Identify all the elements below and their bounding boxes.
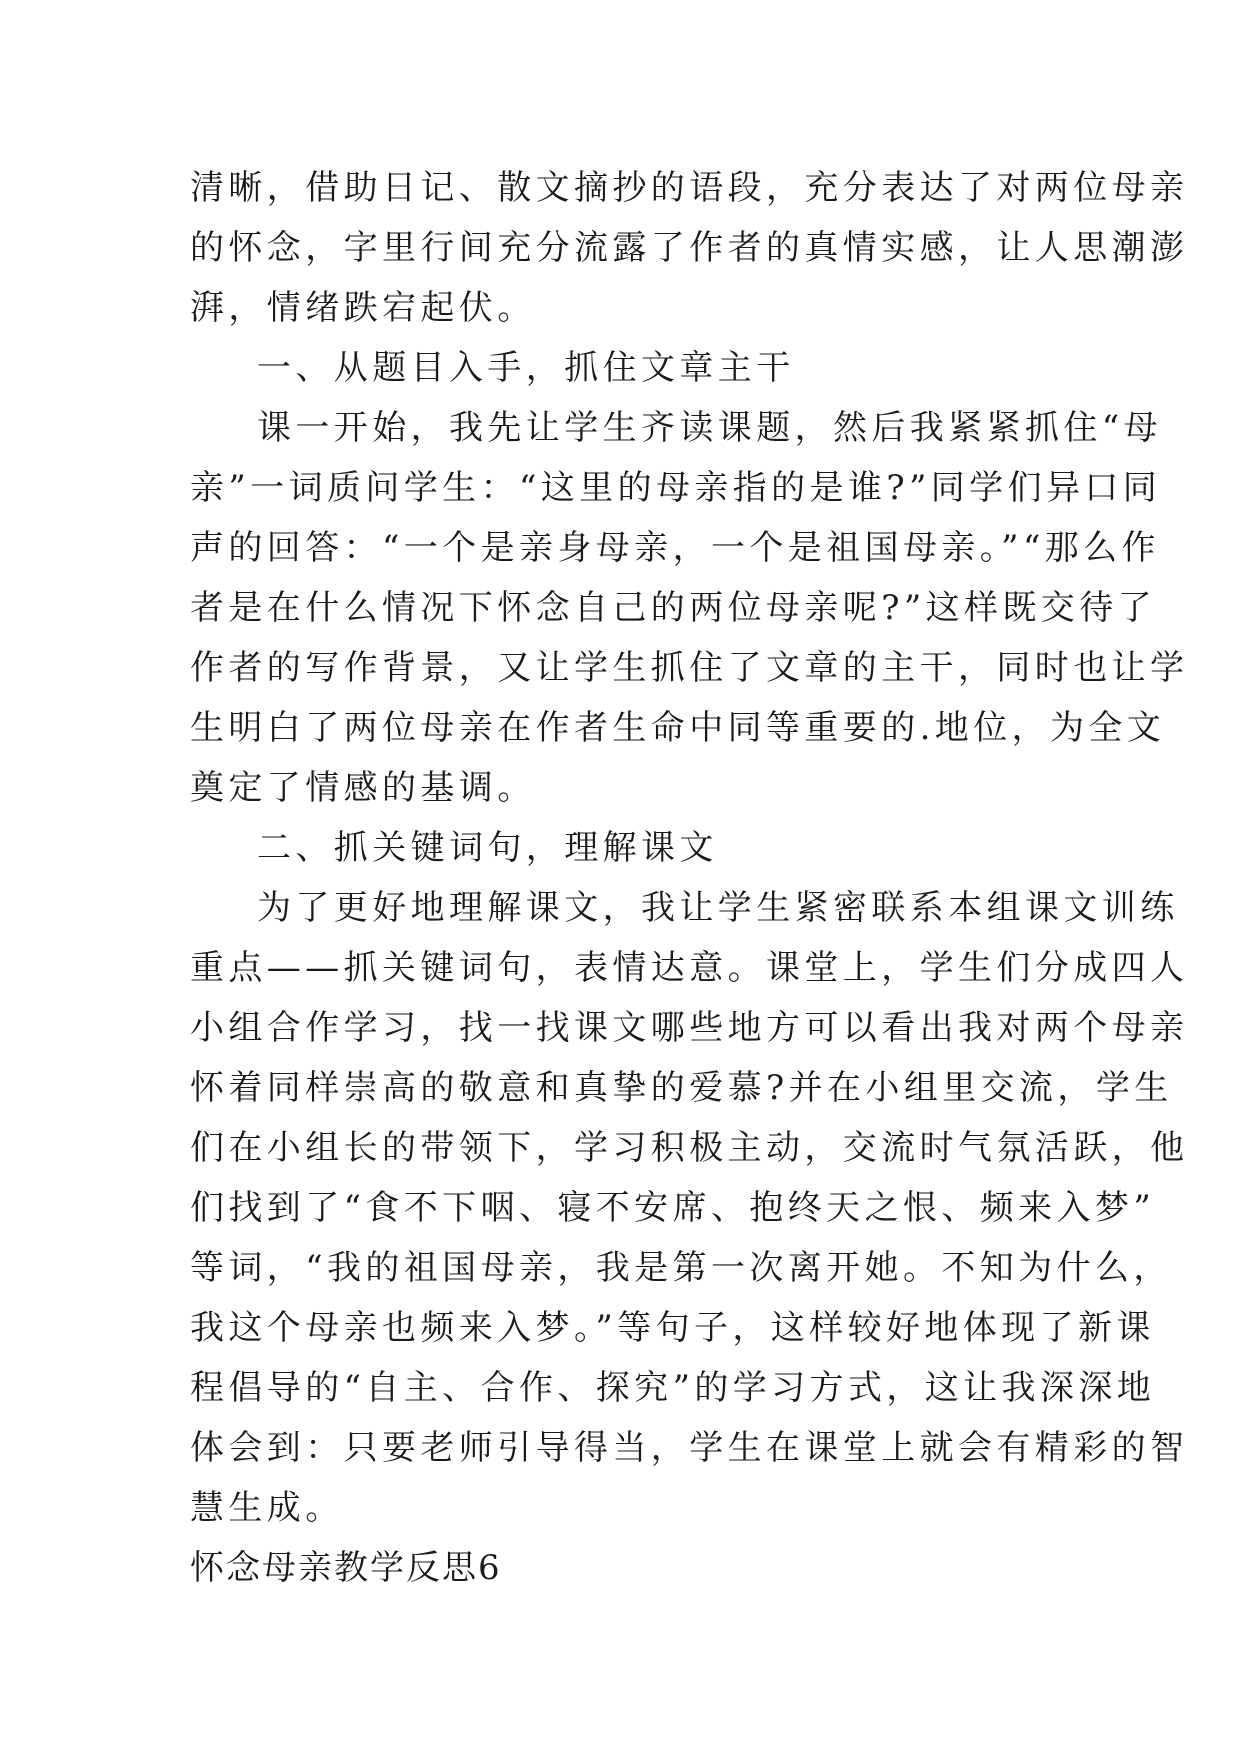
paragraph-line: 等词，“我的祖国母亲，我是第一次离开她。不知为什么， — [190, 1248, 1172, 1288]
paragraph-line: 小组合作学习，找一找课文哪些地方可以看出我对两个母亲 — [190, 1008, 1189, 1048]
section-heading: 一、从题目入手，抓住文章主干 — [257, 348, 795, 388]
paragraph-line: 慧生成。 — [190, 1488, 344, 1528]
paragraph-line: 声的回答：“一个是亲身母亲，一个是祖国母亲。”“那么作 — [190, 528, 1160, 568]
paragraph-line: 生明白了两位母亲在作者生命中同等重要的.地位，为全文 — [190, 708, 1166, 748]
paragraph-line: 课一开始，我先让学生齐读课题，然后我紧紧抓住“母 — [257, 408, 1162, 448]
paragraph-line: 为了更好地理解课文，我让学生紧密联系本组课文训练 — [257, 888, 1179, 928]
paragraph-line: 我这个母亲也频来入梦。”等句子，这样较好地体现了新课 — [190, 1308, 1155, 1348]
paragraph-line: 们在小组长的带领下，学习积极主动，交流时气氛活跃，他 — [190, 1128, 1189, 1168]
paragraph-line: 程倡导的“自主、合作、探究”的学习方式，这让我深深地 — [190, 1368, 1156, 1408]
paragraph-line: 怀着同样崇高的敬意和真挚的爱慕?并在小组里交流，学生 — [190, 1068, 1173, 1108]
paragraph-line: 湃，情绪跌宕起伏。 — [190, 288, 536, 328]
paragraph-line: 作者的写作背景，又让学生抓住了文章的主干，同时也让学 — [190, 648, 1189, 688]
paragraph-line: 重点——抓关键词句，表情达意。课堂上，学生们分成四人 — [190, 948, 1189, 988]
paragraph-line: 奠定了情感的基调。 — [190, 768, 536, 808]
document-title: 怀念母亲教学反思6 — [190, 1548, 502, 1588]
paragraph-line: 的怀念，字里行间充分流露了作者的真情实感，让人思潮澎 — [190, 228, 1189, 268]
paragraph-line: 亲”一词质问学生：“这里的母亲指的是谁?”同学们异口同 — [190, 468, 1162, 508]
paragraph-line: 者是在什么情况下怀念自己的两位母亲呢?”这样既交待了 — [190, 588, 1157, 628]
paragraph-line: 们找到了“食不下咽、寝不安席、抱终天之恨、频来入梦” — [190, 1188, 1156, 1228]
paragraph-line: 体会到：只要老师引导得当，学生在课堂上就会有精彩的智 — [190, 1428, 1189, 1468]
section-heading: 二、抓关键词句，理解课文 — [257, 828, 718, 868]
paragraph-line: 清晰，借助日记、散文摘抄的语段，充分表达了对两位母亲 — [190, 168, 1189, 208]
